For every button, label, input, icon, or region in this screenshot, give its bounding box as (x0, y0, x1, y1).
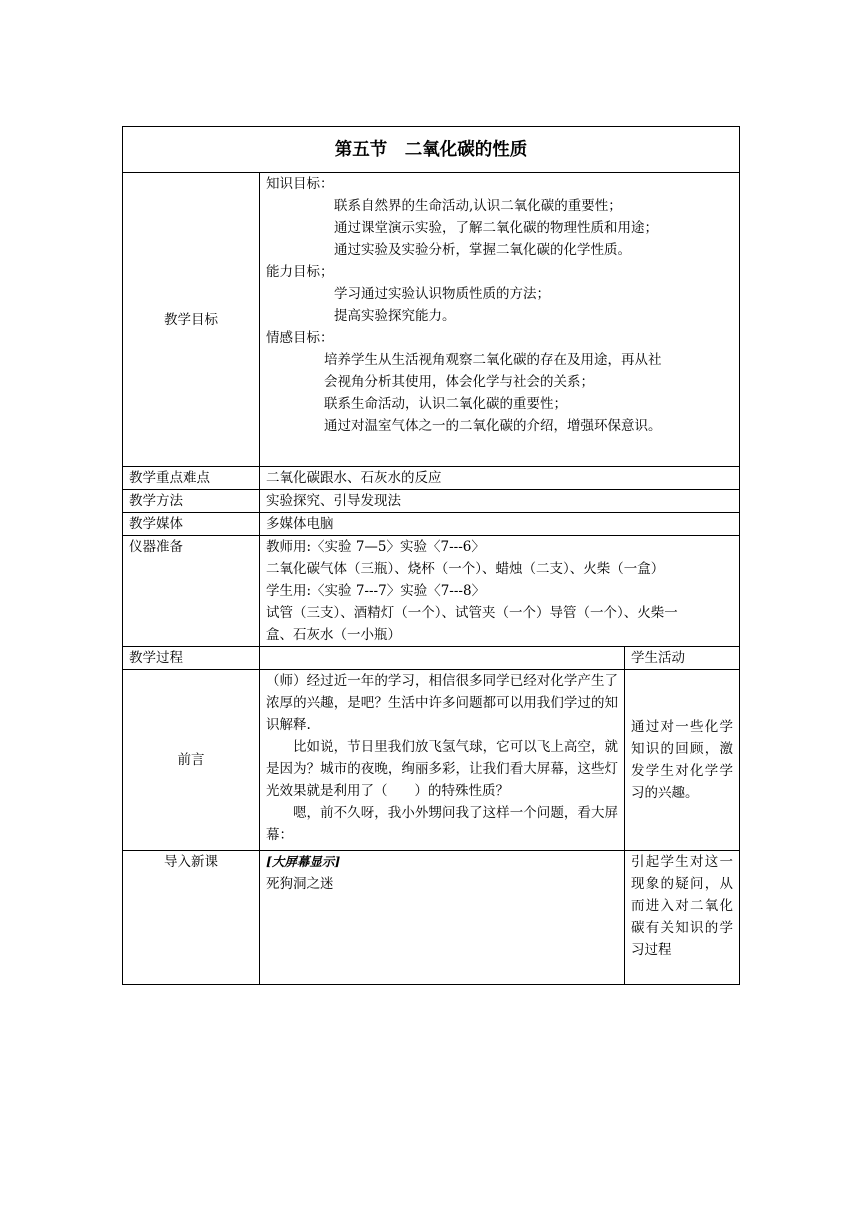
lesson-plan-table (122, 126, 740, 985)
preface-label: 前言 (123, 670, 260, 851)
intro-topic: 死狗洞之迷 (266, 876, 334, 892)
method-label: 教学方法 (123, 490, 260, 513)
equipment-line: 盒、石灰水（一小瓶） (266, 627, 401, 643)
screen-display-tag: [大屏幕显示] (266, 854, 341, 869)
knowledge-heading: 知识目标： (266, 176, 334, 192)
equipment-line: 教师用:〈实验 7—5〉实验〈7---6〉 (266, 539, 485, 555)
page-title: 第五节 二氧化碳的性质 (123, 127, 740, 173)
equipment-label: 仪器准备 (123, 536, 260, 647)
preface-paragraph: 嗯，前不久呀，我小外甥问我了这样一个问题，看大屏幕： (266, 805, 618, 843)
intro-content (260, 851, 625, 985)
emotion-item: 通过对温室气体之一的二氧化碳的介绍，增强环保意识。 (324, 418, 662, 434)
emotion-item: 联系生命活动，认识二氧化碳的重要性； (324, 396, 567, 412)
preface-paragraph: 比如说，节日里我们放飞氢气球，它可以飞上高空，就是因为？城市的夜晚，绚丽多彩，让我们看大屏幕，这些灯光效果就是利用了（ ）的特殊性质？ (266, 739, 618, 799)
emotion-heading: 情感目标： (266, 330, 334, 346)
equipment-content (260, 536, 740, 647)
ability-item: 提高实验探究能力。 (334, 308, 456, 324)
process-label: 教学过程 (123, 647, 260, 670)
intro-student-activity: 引起学生对这一现象的疑问，从而进入对二氧化碳有关知识的学习过程 (625, 851, 740, 985)
ability-heading: 能力目标； (266, 264, 334, 280)
knowledge-item: 联系自然界的生命活动,认识二氧化碳的重要性； (334, 198, 622, 214)
equipment-line: 试管（三支）、酒精灯（一个）、试管夹（一个）导管（一个）、火柴一 (266, 605, 678, 621)
process-empty-cell (260, 647, 625, 670)
objectives-content (260, 173, 740, 467)
intro-label: 导入新课 (123, 851, 260, 985)
emotion-item-continued: 会视角分析其使用，体会化学与社会的关系； (324, 374, 594, 390)
key-points-label: 教学重点难点 (123, 467, 260, 490)
media-value: 多媒体电脑 (260, 513, 740, 536)
media-label: 教学媒体 (123, 513, 260, 536)
key-points-value: 二氧化碳跟水、石灰水的反应 (260, 467, 740, 490)
equipment-line: 二氧化碳气体（三瓶）、烧杯（一个）、蜡烛（二支）、火柴（一盒） (266, 561, 665, 577)
preface-student-activity: 通过对一些化学知识的回顾，激发学生对化学学习的兴趣。 (625, 670, 740, 851)
preface-content (260, 670, 625, 851)
emotion-item: 培养学生从生活视角观察二氧化碳的存在及用途，再从社 (324, 352, 662, 368)
knowledge-item: 通过课堂演示实验，了解二氧化碳的物理性质和用途； (334, 220, 658, 236)
knowledge-item: 通过实验及实验分析，掌握二氧化碳的化学性质。 (334, 242, 631, 258)
method-value: 实验探究、引导发现法 (260, 490, 740, 513)
ability-item: 学习通过实验认识物质性质的方法； (334, 286, 550, 302)
objectives-label: 教学目标 (123, 173, 260, 467)
preface-paragraph: （师）经过近一年的学习，相信很多同学已经对化学产生了浓厚的兴趣，是吧？生活中许多问题都可以用我们学过的知识解释. (266, 673, 618, 733)
student-activity-label: 学生活动 (625, 647, 740, 670)
equipment-line: 学生用:〈实验 7---7〉实验〈7---8〉 (266, 583, 486, 599)
